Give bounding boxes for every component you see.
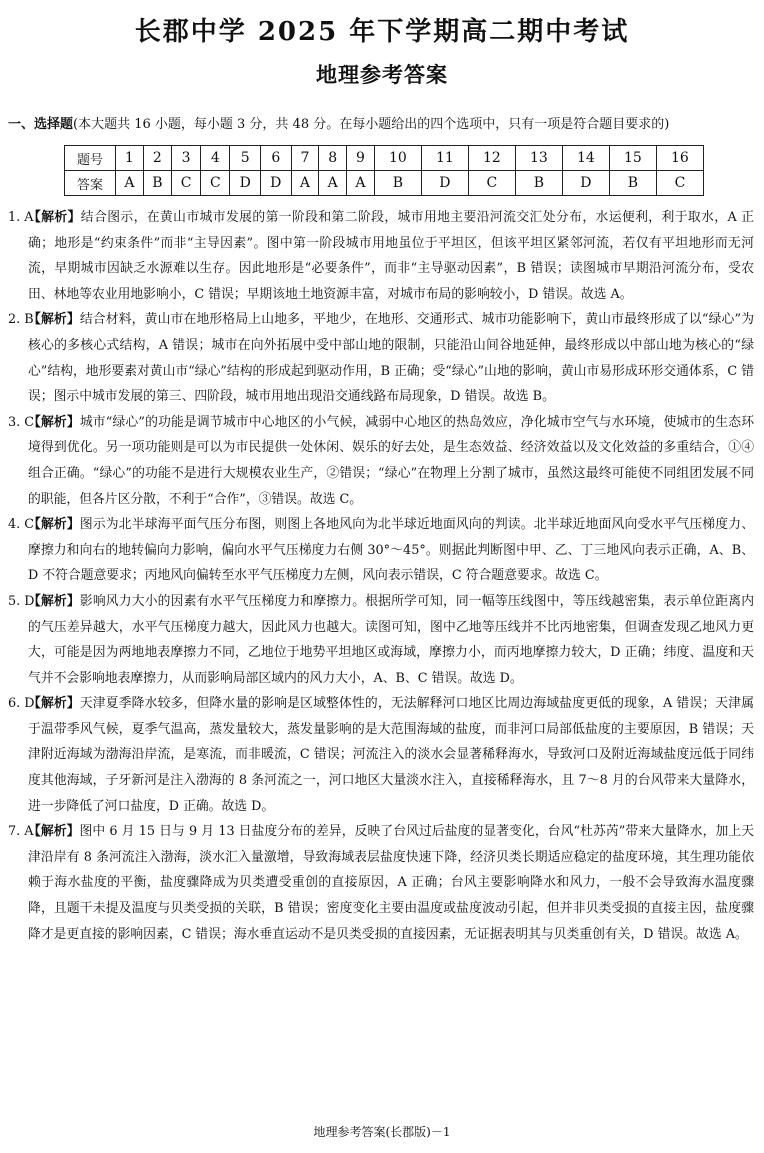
explanations [8,205,754,947]
question-explanation [8,819,754,947]
explanation-text: 城市“绿心”的功能是调节城市中心地区的小气候，减弱中心地区的热岛效应，净化城市空气与水环境，使城市的生态环境得到优化。另一项功能则是可以为市民提供一处休闲、娱乐的好去处，是生态效益、经济效益以及文化效益的多重结合，①④组合正确。“绿心”的功能不是进行大规模农业生产，②错误；“绿心”在物理上分割了城市，虽然这最终可能使不同组团发展不同的职能，但各片区分散，不利于“合作”，③错误。故选 C。 [28,414,754,507]
section-heading [8,116,758,134]
table-cell-number: 2 [143,146,171,171]
question-explanation [8,589,754,691]
table-cell-answer: C [468,171,515,196]
table-cell-answer: A [116,171,144,196]
analysis-tag: 【解析】 [28,593,80,609]
question-explanation [8,307,754,409]
table-cell-number: 6 [261,146,292,171]
table-cell-number: 13 [515,146,562,171]
page-subtitle: 地理参考答案 [316,62,448,87]
explanation-text: 图中 6 月 15 日与 9 月 13 日盐度分布的差异，反映了台风过后盐度的显著变化，台风“杜苏芮”带来大量降水，加上天津沿岸有 8 条河流注入渤海，淡水汇入量激增，导致海域表层盐度快速下降，经济贝类长期适应稳定的盐度环境，其生理功能依赖于海水盐度的平衡，盐度骤降成为贝类遭受重创的直接原因，A 正确；台风主要影响降水和风力，一般不会导致海水温度骤降，且题干未提及温度与贝类受损的关联，B 错误；密度变化主要由温度或盐度波动引起，但并非贝类受损的直接主因，盐度骤降才是更直接的影响因素，C 错误；海水垂直运动不是贝类受损的直接因素，无证据表明其与贝类重创有关，D 错误。故选 A。 [28,824,754,942]
section-description: (本大题共 16 小题，每小题 3 分，共 48 分。在每小题给出的四个选项中，只有一项是符合题目要求的) [73,117,670,132]
table-cell-number: 5 [230,146,261,171]
answer-table-number-row [65,146,704,171]
question-number: 3. C [8,414,35,430]
analysis-tag: 【解析】 [28,312,80,328]
question-explanation [8,410,754,512]
table-cell-answer: B [515,171,562,196]
question-number: 6. D [8,696,35,712]
question-explanation [8,512,754,589]
question-number: 7. A [8,824,34,840]
table-cell-answer: C [656,171,703,196]
question-explanation [8,205,754,307]
analysis-tag: 【解析】 [28,517,80,533]
table-cell-answer: A [319,171,347,196]
table-cell-number: 1 [116,146,144,171]
question-explanation [8,691,754,819]
table-cell-answer: D [261,171,292,196]
table-cell-answer: D [421,171,468,196]
explanation-text: 影响风力大小的因素有水平气压梯度力和摩擦力。根据所学可知，同一幅等压线图中，等压线越密集，表示单位距离内的气压差异越大，水平气压梯度力越大，因此风力也越大。读图可知，图中乙地等压线并不比丙地密集，但调查发现乙地风力更大，可能是因为两地地表摩擦力不同，乙地位于地势平坦地区或海域，摩擦力小，而丙地摩擦力较大，D 正确；纬度、温度和天气并不会影响地表摩擦力，从而影响局部区域内的风力大小，A、B、C 错误。故选 D。 [28,593,755,686]
answer-table-answer-row [65,171,704,196]
question-number: 1. A [8,210,34,225]
table-cell-number: 14 [562,146,609,171]
table-cell-number: 9 [347,146,375,171]
table-cell-answer: B [374,171,421,196]
table-cell-number: 4 [201,146,230,171]
explanation-text: 图示为北半球海平面气压分布图，则图上各地风向为北半球近地面风向的判读。北半球近地面风向受水平气压梯度力、摩擦力和向右的地转偏向力影响，偏向水平气压梯度力右侧 30°～45°。则据此判断图中甲、乙、丁三地风向表示正确，A、B、D 不符合题意要求；丙地风向偏转至水平气压梯度力左侧，风向表示错误，C 符合题意要求。故选 C。 [28,517,755,584]
question-number: 5. D [8,593,35,609]
table-cell-answer: D [230,171,261,196]
table-cell-answer: D [562,171,609,196]
table-cell-answer: A [347,171,375,196]
table-cell-number: 7 [291,146,319,171]
table-cell-number: 3 [171,146,200,171]
page-footer: 地理参考答案(长郡版)－1 [313,1125,451,1139]
table-cell-number: 10 [374,146,421,171]
answer-table [64,145,704,196]
page-title: 长郡中学 2025 年下学期高二期中考试 [134,17,630,47]
table-cell-answer: C [171,171,200,196]
analysis-tag: 【解析】 [28,210,81,225]
analysis-tag: 【解析】 [28,696,80,712]
table-cell-number: 16 [656,146,703,171]
table-cell-number: 11 [421,146,468,171]
analysis-tag: 【解析】 [28,824,80,840]
table-cell-answer: C [201,171,230,196]
table-row-label: 题号 [65,146,116,171]
analysis-tag: 【解析】 [28,414,80,430]
explanation-text: 天津夏季降水较多，但降水量的影响是区域整体性的，无法解释河口地区比周边海域盐度更低的现象，A 错误；天津属于温带季风气候，夏季气温高，蒸发量较大，蒸发量影响的是大范围海域的盐度，而非河口局部低盐度的主要原因，B 错误；天津附近海域为渤海沿岸流，是寒流，而非暖流，C 错误；河流注入的淡水会显著稀释海水，导致河口及附近海域盐度远低于同纬度其他海域，子牙新河是注入渤海的 8 条河流之一，河口地区大量淡水注入，直接稀释海水，且 7～8 月的台风带来大量降水，进一步降低了河口盐度，D 正确。故选 D。 [28,696,755,814]
section-label: 一、选择题 [8,117,74,132]
question-number: 2. B [8,312,34,328]
table-cell-number: 8 [319,146,347,171]
explanation-text: 结合图示，在黄山市城市发展的第一阶段和第二阶段，城市用地主要沿河流交汇处分布，水运便利，利于取水，A 正确；地形是“约束条件”而非“主导因素”。图中第一阶段城市用地虽位于平坦区，但该平坦区紧邻河流，若仅有平坦地形而无河流，早期城市因缺乏水源难以生存。因此地形是“必要条件”，而非“主导驱动因素”，B 错误；读图城市早期沿河流分布，受农田、林地等农业用地影响小，C 错误；早期该地土地资源丰富，对城市布局的影响较小，D 错误。故选 A。 [28,210,755,302]
table-row-label: 答案 [65,171,116,196]
table-cell-answer: B [609,171,656,196]
question-number: 4. C [8,517,35,533]
explanation-text: 结合材料，黄山市在地形格局上山地多，平地少，在地形、交通形式、城市功能影响下，黄山市最终形成了以“绿心”为核心的多核心式结构，A 错误；城市在向外拓展中受中部山地的限制，只能沿山间谷地延伸，最终形成以中部山地为核心的“绿心”结构，地形要素对黄山市“绿心”结构的形成起到驱动作用，B 正确；受“绿心”山地的影响，黄山市易形成环形交通体系，C 错误；图示中城市发展的第三、四阶段，城市用地出现沿交通线路布局现象，D 错误。故选 B。 [28,312,754,405]
table-cell-answer: A [291,171,319,196]
table-cell-number: 12 [468,146,515,171]
table-cell-number: 15 [609,146,656,171]
table-cell-answer: B [143,171,171,196]
